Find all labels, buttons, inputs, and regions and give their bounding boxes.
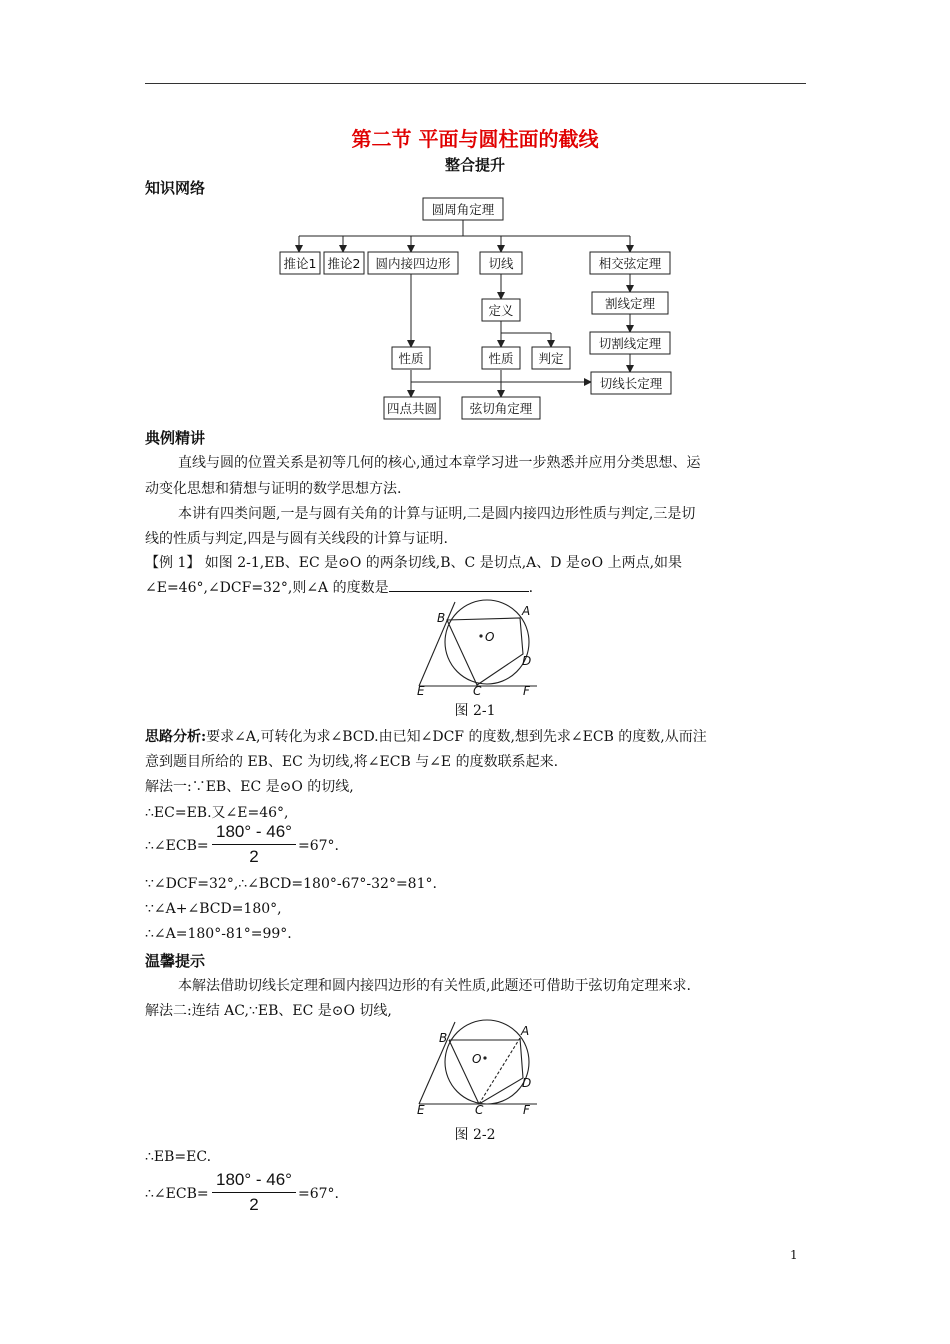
example-1-question [145, 577, 533, 597]
point-label-c: C [473, 684, 482, 696]
node-c2-label: 推论2 [327, 256, 361, 271]
example-1-line: 【例 1】 如图 2-1,EB、EC 是⊙O 的两条切线,B、C 是切点,A、D 是⊙O 上两点,如果 [145, 555, 683, 571]
fraction-numerator: 180° - 46° [216, 822, 292, 841]
paragraph-line: 本讲有四类问题,一是与圆有关角的计算与证明,二是圆内接四边形性质与判定,三是切 [178, 506, 696, 522]
node-tansec-label: 切割线定理 [598, 336, 662, 351]
point-label-a: A [521, 1024, 530, 1038]
tip-text: 本解法借助切线长定理和圆内接四边形的有关性质,此题还可借助于弦切角定理来求. [178, 978, 691, 994]
analysis-label: 思路分析: [145, 729, 207, 745]
node-secant-label: 割线定理 [604, 296, 656, 311]
page-number: 1 [790, 1248, 798, 1262]
node-prop2-label: 性质 [488, 351, 514, 366]
answer-blank [389, 579, 529, 592]
ecb-prefix: ∴∠ECB= [145, 838, 209, 854]
node-tanlen-label: 切线长定理 [599, 376, 663, 391]
node-chordtan-label: 弦切角定理 [469, 401, 533, 416]
node-c3-label: 圆内接四边形 [375, 256, 451, 271]
section-heading-tip: 温馨提示 [145, 952, 206, 970]
point-label-d: D [522, 1076, 532, 1090]
figure-caption: 图 2-1 [454, 703, 496, 719]
point-label-f: F [523, 684, 530, 696]
fraction-bar [212, 844, 296, 845]
page-title: 第二节 平面与圆柱面的截线 [351, 127, 599, 151]
node-def-label: 定义 [488, 303, 514, 318]
knowledge-network-diagram [270, 192, 690, 424]
paragraph-line: 动变化思想和猜想与证明的数学思想方法. [145, 481, 402, 497]
node-c5-label: 相交弦定理 [598, 256, 662, 271]
header-rule [145, 83, 806, 84]
analysis-line [145, 726, 707, 746]
fraction [212, 822, 296, 867]
page-subtitle: 整合提升 [444, 156, 505, 174]
section-heading-network: 知识网络 [145, 179, 206, 197]
solution-1-line: ∴∠A=180°-81°=99°. [145, 926, 292, 942]
solution-2-line: ∴EB=EC. [145, 1149, 212, 1165]
figure-2-1 [405, 598, 545, 696]
ecb-suffix: =67°. [298, 838, 339, 854]
paragraph-line: 线的性质与判定,四是与圆有关线段的计算与证明. [145, 531, 448, 547]
analysis-text: 要求∠A,可转化为求∠BCD.由已知∠DCF 的度数,想到先求∠ECB 的度数,从而注 [206, 729, 707, 745]
ecb-suffix: =67°. [298, 1186, 339, 1202]
point-label-a: A [522, 604, 531, 618]
analysis-line: 意到题目所给的 EB、EC 为切线,将∠ECB 与∠E 的度数联系起来. [145, 754, 559, 770]
node-root-label: 圆周角定理 [431, 202, 495, 217]
figure-caption: 图 2-2 [454, 1127, 496, 1143]
solution-1-line: ∵∠A+∠BCD=180°, [145, 901, 282, 917]
point-label-o: O [485, 630, 495, 644]
example-1-question-text: ∠E=46°,∠DCF=32°,则∠A 的度数是 [145, 580, 389, 596]
fraction [212, 1170, 296, 1215]
point-label-c: C [475, 1103, 484, 1116]
paragraph-line: 直线与圆的位置关系是初等几何的核心,通过本章学习进一步熟悉并应用分类思想、运 [178, 455, 701, 471]
point-label-f: F [523, 1103, 530, 1116]
point-label-b: B [437, 611, 446, 625]
solution-2-line: 解法二:连结 AC,∵EB、EC 是⊙O 切线, [145, 1003, 392, 1019]
figure-2-2 [405, 1018, 545, 1116]
fraction-numerator: 180° - 46° [216, 1170, 292, 1189]
point-label-e: E [417, 1103, 425, 1116]
node-concyclic-label: 四点共圆 [386, 401, 438, 416]
ecb-prefix: ∴∠ECB= [145, 1186, 209, 1202]
solution-1-line: ∴EC=EB.又∠E=46°, [145, 805, 289, 821]
example-1-question-end: . [528, 580, 534, 596]
point-label-d: D [522, 654, 532, 668]
fraction-denominator: 2 [249, 1195, 259, 1214]
node-c4-label: 切线 [488, 256, 514, 271]
point-label-o: O [472, 1052, 482, 1066]
point-label-b: B [439, 1031, 448, 1045]
node-c1-label: 推论1 [283, 256, 317, 271]
point-label-e: E [417, 684, 425, 696]
fraction-denominator: 2 [249, 847, 259, 866]
node-judge-label: 判定 [538, 351, 564, 366]
section-heading-examples: 典例精讲 [145, 429, 206, 447]
solution-1-line: ∵∠DCF=32°,∴∠BCD=180°-67°-32°=81°. [145, 876, 437, 892]
node-prop1-label: 性质 [398, 351, 424, 366]
fraction-bar [212, 1192, 296, 1193]
solution-1-line: 解法一:∵EB、EC 是⊙O 的切线, [145, 779, 354, 795]
